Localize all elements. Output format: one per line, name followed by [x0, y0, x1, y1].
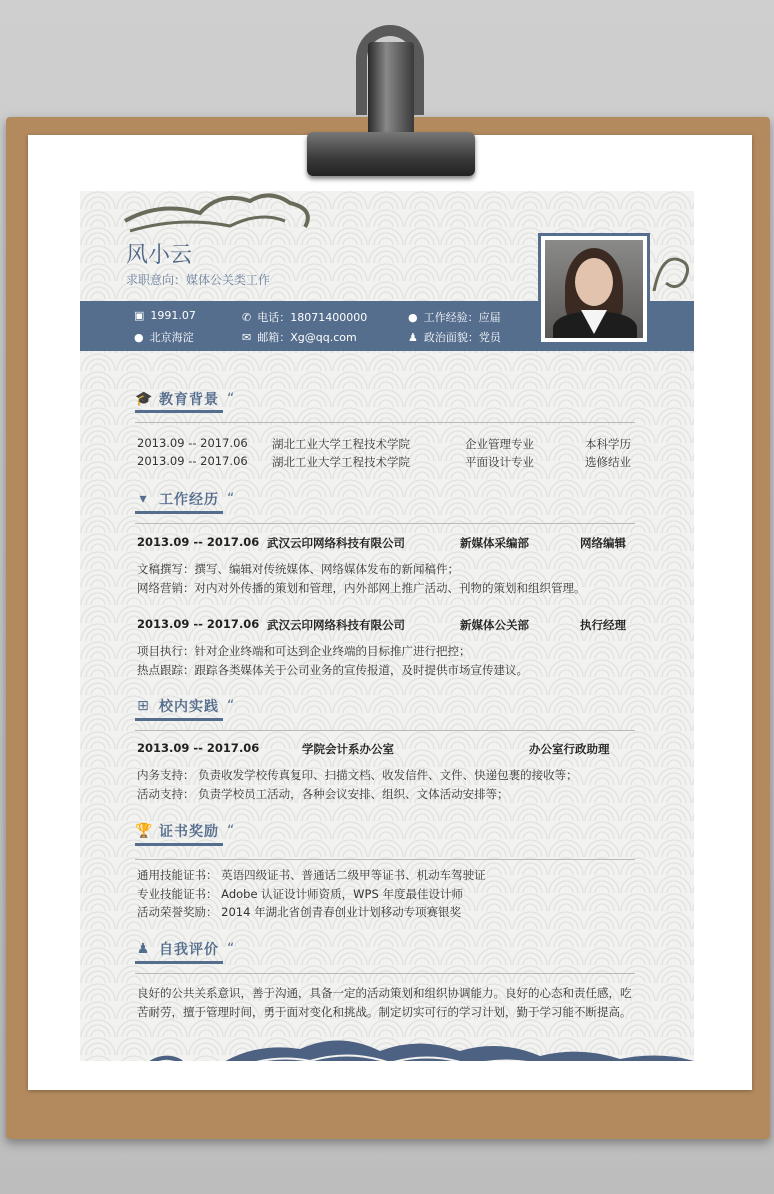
section-underline: [135, 410, 223, 413]
profile-photo: [538, 233, 650, 345]
binder-clip: [307, 132, 475, 176]
divider: [135, 859, 635, 860]
info-email: ✉ 邮箱：Xg@qq.com: [242, 330, 357, 344]
section-underline: [135, 718, 223, 721]
section-self-header: ♟ 自我评价 “: [136, 941, 235, 958]
self-line: 良好的公共关系意识，善于沟通，具备一定的活动策划和组织协调能力。良好的心态和责任感，吃: [137, 986, 632, 1000]
edu-row: 2013.09 -- 2017.06 湖北工业大学工程技术学院 平面设计专业 选修结业: [137, 454, 631, 469]
chat-bubble-icon: ●: [408, 310, 418, 324]
info-location: ● 北京海淀: [134, 330, 194, 344]
job-header: 2013.09 -- 2017.06 武汉云印网络科技有限公司 新媒体采编部 网络编辑: [137, 535, 626, 550]
tie-icon: ▾: [139, 491, 147, 507]
info-politics: ♟ 政治面貌：党员: [408, 330, 501, 344]
envelope-icon: ✉: [242, 330, 252, 344]
award-line: 专业技能证书： Adobe 认证设计师资质，WPS 年度最佳设计师: [137, 887, 463, 901]
divider: [135, 523, 635, 524]
job-header: 2013.09 -- 2017.06 武汉云印网络科技有限公司 新媒体公关部 执行经理: [137, 617, 626, 632]
campus-header: 2013.09 -- 2017.06 学院会计系办公室 办公室行政助理: [137, 741, 610, 756]
campus-line: 活动支持： 负责学校员工活动，各种会议安排、组织、文体活动安排等；: [137, 787, 509, 801]
job-line: 热点跟踪：跟踪各类媒体关于公司业务的宣传报道，及时提供市场宣传建议。: [137, 663, 528, 677]
job-intent: 求职意向：媒体公关类工作: [126, 273, 271, 287]
section-underline: [135, 961, 223, 964]
info-experience: ● 工作经验：应届: [408, 310, 501, 324]
cloud-ornament-icon: [120, 191, 320, 241]
award-line: 活动荣誉奖励： 2014 年湖北省创青春创业计划移动专项赛银奖: [137, 905, 462, 919]
section-work-header: ▾ 工作经历 “: [135, 489, 234, 509]
resume-sheet: [80, 191, 694, 1061]
section-education-header: 🎓 教育背景 “: [135, 391, 235, 408]
self-line: 苦耐劳，擅于管理时间，勇于面对变化和挑战。制定切实可行的学习计划，勤于学习能不断提高。: [137, 1005, 632, 1019]
section-underline: [135, 843, 223, 846]
info-birth: ▣ 1991.07: [134, 309, 196, 322]
cloud-ornament-right-icon: [652, 231, 692, 301]
job-line: 项目执行：针对企业终端和可达到企业终端的目标推广进行把控；: [137, 644, 471, 658]
divider: [135, 730, 635, 731]
calendar-icon: ▣: [134, 309, 145, 322]
section-campus-header: ⊞ 校内实践 “: [135, 696, 234, 716]
windows-grid-icon: ⊞: [137, 698, 149, 714]
wave-ornament-icon: [80, 1011, 694, 1061]
graduation-cap-icon: 🎓: [135, 391, 153, 407]
resume-name: 风小云: [126, 243, 193, 268]
divider: [135, 973, 635, 974]
campus-line: 内务支持： 负责收发学校传真复印、扫描文档、收发信件、文件、快递包裹的接收等；: [137, 768, 578, 782]
person-icon: ♟: [408, 330, 418, 344]
award-line: 通用技能证书： 英语四级证书、普通话二级甲等证书、机动车驾驶证: [137, 868, 486, 882]
job-line: 文稿撰写：撰写、编辑对传统媒体、网络媒体发布的新闻稿件；: [137, 562, 459, 576]
location-pin-icon: ●: [134, 330, 144, 344]
job-line: 网络营销：对内对外传播的策划和管理，内外部网上推广活动、刊物的策划和组织管理。: [137, 581, 586, 595]
divider: [135, 422, 635, 423]
section-awards-header: 🏆 证书奖励 “: [135, 823, 235, 840]
phone-icon: ✆: [242, 310, 252, 324]
info-phone: ✆ 电话：18071400000: [242, 310, 368, 324]
edu-row: 2013.09 -- 2017.06 湖北工业大学工程技术学院 企业管理专业 本科学历: [137, 436, 631, 451]
user-icon: ♟: [136, 941, 150, 957]
trophy-icon: 🏆: [135, 823, 153, 839]
section-underline: [135, 511, 223, 514]
